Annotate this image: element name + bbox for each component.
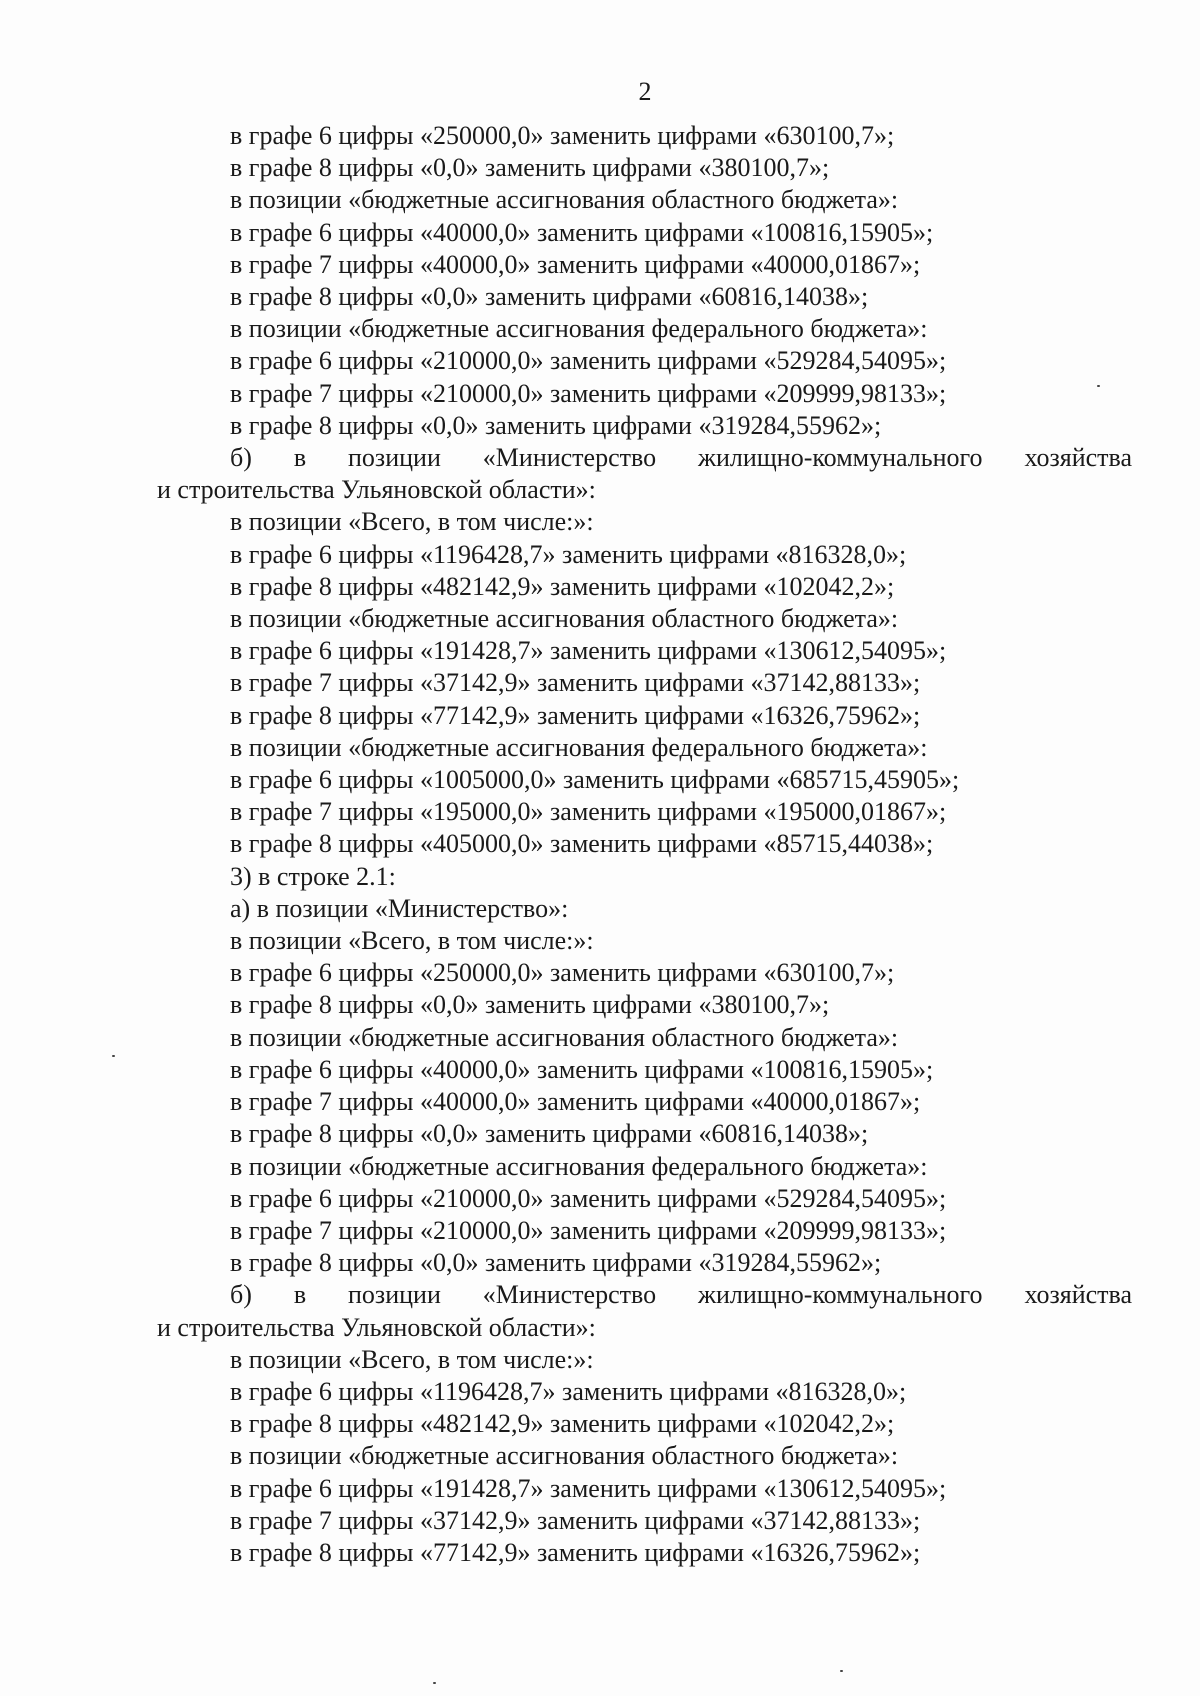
text-line: в графе 8 цифры «0,0» заменить цифрами «380100,7»; — [230, 153, 830, 183]
scan-speck — [112, 1055, 115, 1057]
text-line: в графе 7 цифры «210000,0» заменить цифрами «209999,98133»; — [230, 1215, 947, 1245]
text-line: в графе 7 цифры «40000,0» заменить цифрами «40000,01867»; — [230, 1087, 921, 1117]
paragraph-b-continuation: и строительства Ульяновской области»: — [157, 475, 596, 505]
text-line: в графе 8 цифры «482142,9» заменить цифрами «102042,2»; — [230, 571, 895, 601]
text-line: в графе 6 цифры «191428,7» заменить цифрами «130612,54095»; — [230, 636, 947, 666]
text-line: в графе 6 цифры «40000,0» заменить цифрами «100816,15905»; — [230, 217, 934, 247]
word: хозяйства — [1024, 443, 1132, 473]
text-line: 3) в строке 2.1: — [230, 861, 396, 891]
text-line: в графе 7 цифры «37142,9» заменить цифрами «37142,88133»; — [230, 1505, 921, 1535]
paragraph-b-first-line — [157, 442, 1132, 474]
text-line: в графе 8 цифры «0,0» заменить цифрами «60816,14038»; — [230, 282, 869, 312]
word: в — [293, 1280, 307, 1310]
word: хозяйства — [1024, 1280, 1132, 1310]
word: «Министерство — [482, 443, 657, 473]
text-line: в графе 8 цифры «0,0» заменить цифрами «319284,55962»; — [230, 410, 882, 440]
text-line: в позиции «бюджетные ассигнования федерального бюджета»: — [230, 732, 928, 762]
text-line: в графе 8 цифры «0,0» заменить цифрами «60816,14038»; — [230, 1119, 869, 1149]
text-line: в графе 6 цифры «250000,0» заменить цифрами «630100,7»; — [230, 958, 895, 988]
text-line: а) в позиции «Министерство»: — [230, 893, 569, 923]
text-line: в графе 8 цифры «77142,9» заменить цифрами «16326,75962»; — [230, 700, 921, 730]
text-line: в графе 8 цифры «405000,0» заменить цифрами «85715,44038»; — [230, 829, 934, 859]
page-number: 2 — [638, 77, 652, 106]
document-body — [157, 120, 1132, 1569]
text-line: в графе 6 цифры «250000,0» заменить цифрами «630100,7»; — [230, 121, 895, 150]
word: б) — [230, 443, 252, 473]
text-line: в графе 6 цифры «210000,0» заменить цифрами «529284,54095»; — [230, 346, 947, 376]
text-line: в графе 6 цифры «40000,0» заменить цифрами «100816,15905»; — [230, 1054, 934, 1084]
text-line: в позиции «Всего, в том числе:»: — [230, 926, 594, 956]
text-line: в позиции «Всего, в том числе:»: — [230, 1344, 594, 1374]
scan-speck — [1097, 385, 1100, 387]
text-line: в позиции «бюджетные ассигнования областного бюджета»: — [230, 604, 899, 634]
text-line: в графе 7 цифры «40000,0» заменить цифрами «40000,01867»; — [230, 249, 921, 279]
scan-speck — [840, 1670, 843, 1672]
word: позиции — [348, 1280, 441, 1310]
text-line: в графе 7 цифры «37142,9» заменить цифрами «37142,88133»; — [230, 668, 921, 698]
word: «Министерство — [482, 1280, 657, 1310]
word: в — [293, 443, 307, 473]
text-line: в позиции «бюджетные ассигнования федерального бюджета»: — [230, 314, 928, 344]
paragraph-b-continuation: и строительства Ульяновской области»: — [157, 1312, 596, 1342]
text-line: в графе 8 цифры «482142,9» заменить цифрами «102042,2»; — [230, 1409, 895, 1439]
paragraph-b-first-line — [157, 1279, 1132, 1311]
text-line: в графе 6 цифры «1196428,7» заменить цифрами «816328,0»; — [230, 539, 907, 569]
text-line: в графе 8 цифры «77142,9» заменить цифрами «16326,75962»; — [230, 1537, 921, 1567]
text-line: в графе 8 цифры «0,0» заменить цифрами «319284,55962»; — [230, 1248, 882, 1278]
text-line: в графе 6 цифры «1196428,7» заменить цифрами «816328,0»; — [230, 1376, 907, 1406]
text-line: в позиции «бюджетные ассигнования федерального бюджета»: — [230, 1151, 928, 1181]
word: жилищно-коммунального — [698, 1280, 983, 1310]
word: жилищно-коммунального — [698, 443, 983, 473]
text-line: в графе 7 цифры «195000,0» заменить цифрами «195000,01867»; — [230, 797, 947, 827]
text-line: в графе 7 цифры «210000,0» заменить цифрами «209999,98133»; — [230, 378, 947, 408]
word: позиции — [348, 443, 441, 473]
text-line: в позиции «бюджетные ассигнования областного бюджета»: — [230, 185, 899, 215]
text-line: в позиции «бюджетные ассигнования областного бюджета»: — [230, 1441, 899, 1471]
text-line: в графе 6 цифры «210000,0» заменить цифрами «529284,54095»; — [230, 1183, 947, 1213]
word: б) — [230, 1280, 252, 1310]
text-line: в графе 6 цифры «1005000,0» заменить цифрами «685715,45905»; — [230, 765, 960, 795]
text-line: в позиции «Всего, в том числе:»: — [230, 507, 594, 537]
text-line: в графе 6 цифры «191428,7» заменить цифрами «130612,54095»; — [230, 1473, 947, 1503]
text-line: в позиции «бюджетные ассигнования областного бюджета»: — [230, 1022, 899, 1052]
scan-speck — [433, 1682, 436, 1684]
text-line: в графе 8 цифры «0,0» заменить цифрами «380100,7»; — [230, 990, 830, 1020]
